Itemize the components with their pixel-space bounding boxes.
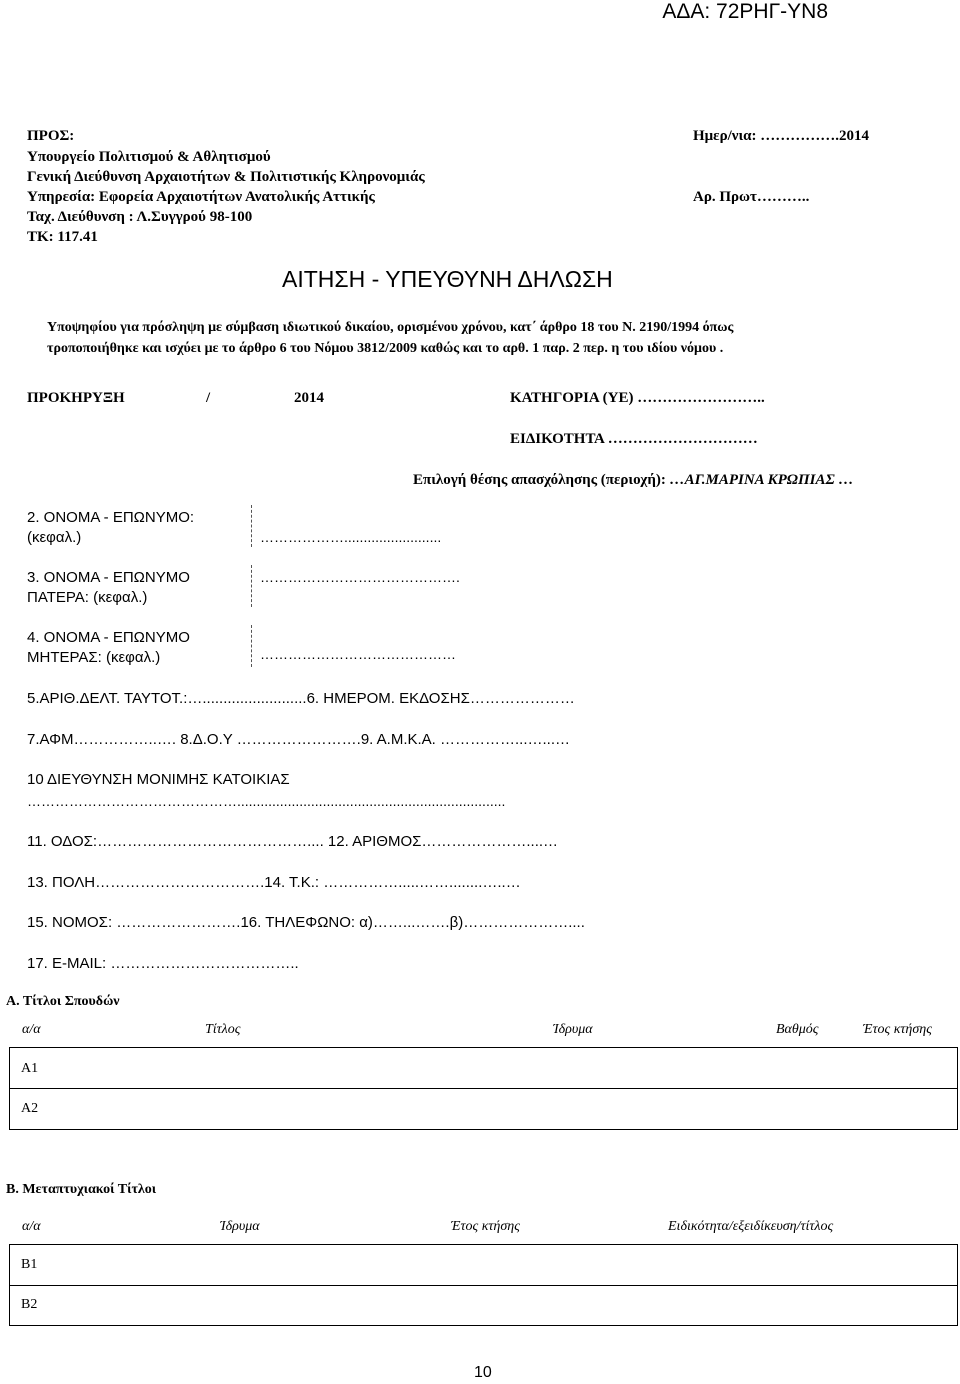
announcement-year: 2014 xyxy=(294,390,324,406)
name-value: ………………......................... xyxy=(260,529,442,545)
specialty-field: ΕΙΔΙΚΟΤΗΤΑ ………………………… xyxy=(510,431,758,447)
postgrad-row-b2: Β2 xyxy=(21,1297,38,1312)
category-field: ΚΑΤΗΓΟΡΙΑ (ΥΕ) …………………….. xyxy=(510,390,765,406)
postgrad-row-b1: Β1 xyxy=(21,1257,38,1272)
postgrad-header-aa: α/α xyxy=(22,1219,41,1234)
father-value: ……………………………………. xyxy=(260,569,460,585)
mother-label-line1: 4. ΟΝΟΜΑ - ΕΠΩΝΥΜΟ xyxy=(27,629,190,646)
name-label-line1: 2. ΟΝΟΜΑ - ΕΠΩΝΥΜΟ: xyxy=(27,509,195,526)
form-title: ΑΙΤΗΣΗ - ΥΠΕΥΘΥΝΗ ΔΗΛΩΣΗ xyxy=(282,266,613,292)
recipient-directorate: Γενική Διεύθυνση Αρχαιοτήτων & Πολιτιστικής Κληρονομιάς xyxy=(27,169,425,185)
mother-divider xyxy=(251,625,252,667)
street-field: 11. ΟΔΟΣ:…………………………………….... 12. ΑΡΙΘΜΟΣ…………………....… xyxy=(27,833,559,850)
position-field xyxy=(413,472,854,489)
studies-table xyxy=(9,1047,958,1130)
studies-header-institution: Ίδρυμα xyxy=(553,1022,593,1037)
postgrad-title: Β. Μεταπτυχιακοί Τίτλοι xyxy=(6,1182,157,1197)
tax-id-field: 7.ΑΦΜ……………..…. 8.Δ.Ο.Υ …………………….9. Α.Μ.Κ.Α. ……………...…...… xyxy=(27,731,571,748)
studies-header-aa: α/α xyxy=(22,1022,41,1037)
recipient-address: Ταχ. Διεύθυνση : Λ.Συγγρού 98-100 xyxy=(27,209,253,225)
address-value: ………………………………………..................................................................... xyxy=(27,793,506,809)
mother-value: …………………………………… xyxy=(260,646,456,662)
announcement-label: ΠΡΟΚΗΡΥΞΗ xyxy=(27,390,125,406)
intro-line-2: τροποποιήθηκε και ισχύει με το άρθρο 6 του Νόμου 3812/2009 καθώς και το αρθ. 1 παρ. 2 περ. η του ιδίου νόμου . xyxy=(47,341,724,356)
recipient-postcode: ΤΚ: 117.41 xyxy=(27,229,98,245)
protocol-field: Αρ. Πρωτ……….. xyxy=(693,189,810,205)
page-number: 10 xyxy=(474,1364,492,1381)
postgrad-header-specialty: Ειδικότητα/εξειδίκευση/τίτλος xyxy=(668,1219,834,1234)
recipient-ministry: Υπουργείο Πολιτισμού & Αθλητισμού xyxy=(27,149,271,165)
studies-header-year: Έτος κτήσης xyxy=(863,1022,932,1037)
id-card-field: 5.ΑΡΙΘ.ΔΕΛΤ. ΤΑΥΤΟΤ.:….........................6. ΗΜΕΡΟΜ. ΕΚΔΟΣΗΣ………………… xyxy=(27,690,575,707)
recipient-service: Υπηρεσία: Εφορεία Αρχαιοτήτων Ανατολικής Αττικής xyxy=(27,189,375,205)
date-field: Ημερ/νια: …………….2014 xyxy=(693,128,869,144)
father-label-line1: 3. ΟΝΟΜΑ - ΕΠΩΝΥΜΟ xyxy=(27,569,190,586)
studies-header-title: Τίτλος xyxy=(205,1022,241,1037)
studies-row-divider xyxy=(10,1088,957,1089)
father-label-line2: ΠΑΤΕΡΑ: (κεφαλ.) xyxy=(27,589,148,606)
position-label: Επιλογή θέσης απασχόλησης (περιοχή): xyxy=(413,472,666,488)
ada-code: ΑΔΑ: 72ΡΗΓ-ΥΝ8 xyxy=(662,0,828,23)
studies-title: Α. Τίτλοι Σπουδών xyxy=(6,994,120,1009)
mother-label-line2: ΜΗΤΕΡΑΣ: (κεφαλ.) xyxy=(27,649,161,666)
email-field: 17. E-MAIL: ……………………………….. xyxy=(27,955,299,972)
postgrad-header-institution: Ίδρυμα xyxy=(220,1219,260,1234)
name-label-line2: (κεφαλ.) xyxy=(27,529,82,546)
city-field: 13. ΠΟΛΗ…………………………….14. Τ.Κ.: …………….....……........…..… xyxy=(27,874,521,891)
address-label: 10 ΔΙΕΥΘΥΝΣΗ ΜΟΝΙΜΗΣ ΚΑΤΟΙΚΙΑΣ xyxy=(27,771,290,788)
studies-row-a1: Α1 xyxy=(21,1061,39,1076)
recipient-label: ΠΡΟΣ: xyxy=(27,128,75,144)
postgrad-table xyxy=(9,1244,958,1326)
studies-row-a2: Α2 xyxy=(21,1101,39,1116)
announcement-slash: / xyxy=(206,390,211,406)
studies-header-grade: Βαθμός xyxy=(776,1022,819,1037)
father-divider xyxy=(251,565,252,607)
postgrad-header-year: Έτος κτήσης xyxy=(451,1219,520,1234)
intro-line-1: Υποψηφίου για πρόσληψη με σύμβαση ιδιωτικού δικαίου, ορισμένου χρόνου, κατ΄ άρθρο 18 του Ν. 2190/1994 όπως xyxy=(47,320,734,335)
name-divider xyxy=(251,505,252,547)
position-value: …ΑΓ.ΜΑΡΙΝΑ ΚΡΩΠΙΑΣ … xyxy=(669,472,854,488)
postgrad-row-divider xyxy=(10,1285,957,1286)
prefecture-field: 15. ΝΟΜΟΣ: …………………….16. ΤΗΛΕΦΩΝΟ: α)……...…….β)………………….... xyxy=(27,914,585,931)
